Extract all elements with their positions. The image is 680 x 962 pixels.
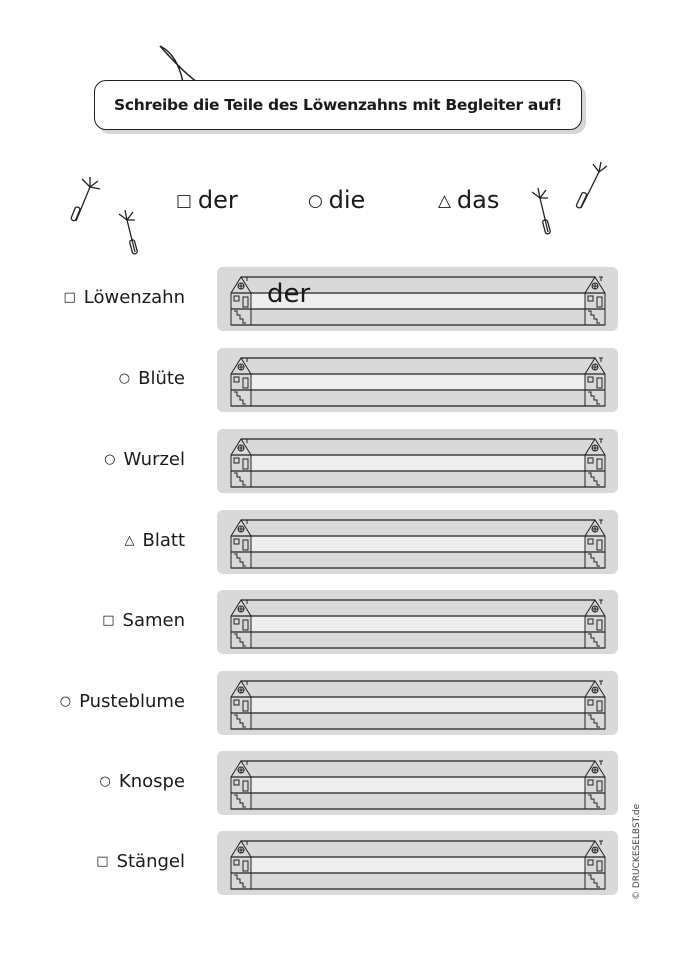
triangle-icon: △	[438, 190, 451, 210]
row-label	[96, 851, 185, 872]
dandelion-seed-icon	[68, 175, 108, 225]
article-symbol-icon: ○	[59, 694, 72, 709]
dandelion-seed-icon	[530, 188, 560, 238]
article-symbol-icon: □	[102, 613, 115, 628]
row-label	[102, 610, 185, 631]
writing-line-field[interactable]	[217, 590, 618, 654]
word-label: Blatt	[142, 530, 185, 551]
legend-das	[438, 186, 499, 214]
writing-lines	[217, 751, 618, 815]
speech-bubble-tail	[155, 44, 205, 84]
article-symbol-icon: △	[124, 533, 135, 548]
legend-der	[176, 186, 238, 214]
circle-icon: ○	[308, 190, 323, 210]
row-label	[60, 691, 185, 712]
word-label: Knospe	[118, 771, 185, 792]
writing-line-field[interactable]	[217, 267, 618, 331]
writing-line-field[interactable]	[217, 510, 618, 574]
legend-label: das	[456, 186, 500, 214]
writing-line-field[interactable]	[217, 831, 618, 895]
row-label	[125, 530, 186, 551]
legend-label: der	[197, 186, 238, 214]
row-label	[104, 449, 185, 470]
writing-line-field[interactable]	[217, 429, 618, 493]
article-symbol-icon: ○	[118, 371, 131, 386]
square-icon: □	[176, 190, 192, 210]
word-label: Löwenzahn	[83, 287, 185, 308]
article-symbol-icon: □	[63, 290, 76, 305]
article-symbol-icon: ○	[104, 452, 116, 467]
writing-lines	[217, 429, 618, 493]
instruction-bubble	[94, 80, 582, 130]
dandelion-seed-icon	[115, 208, 145, 258]
word-label: Blüte	[138, 368, 185, 389]
article-symbol-icon: □	[96, 854, 109, 869]
word-label: Wurzel	[123, 449, 185, 470]
answer-text: der	[267, 279, 311, 309]
row-label	[100, 771, 185, 792]
dandelion-seed-icon	[575, 162, 610, 212]
writing-line-field[interactable]	[217, 671, 618, 735]
row-label	[119, 368, 185, 389]
legend-die	[308, 186, 365, 214]
writing-lines	[217, 348, 618, 412]
writing-line-field[interactable]	[217, 348, 618, 412]
legend-label: die	[328, 186, 366, 214]
word-label: Pusteblume	[79, 691, 185, 712]
word-label: Samen	[122, 610, 185, 631]
writing-lines	[217, 510, 618, 574]
word-label: Stängel	[116, 851, 185, 872]
writing-lines	[217, 590, 618, 654]
copyright-text: © DRUCKESELBST.de	[632, 803, 642, 900]
writing-lines	[217, 671, 618, 735]
writing-line-field[interactable]	[217, 751, 618, 815]
instruction-text: Schreibe die Teile des Löwenzahns mit Begleiter auf!	[113, 96, 563, 114]
writing-lines	[217, 831, 618, 895]
row-label	[63, 287, 185, 308]
article-symbol-icon: ○	[99, 774, 111, 789]
